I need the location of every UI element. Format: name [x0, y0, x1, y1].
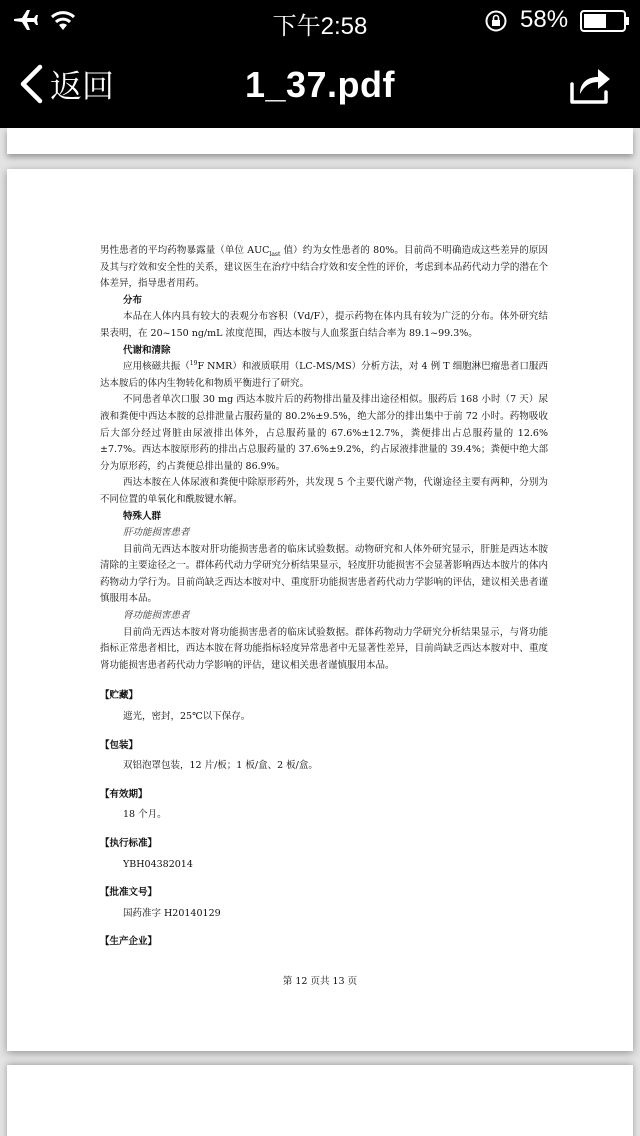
- paragraph: 西达本胺在人体尿液和粪便中除原形药外，共发现 5 个主要代谢产物，代谢途径主要有两种，分别为不同位置的单氧化和酰胺键水解。: [100, 477, 548, 505]
- document-title: 1_37.pdf: [244, 64, 396, 105]
- package-value: 双铝泡罩包装，12 片/板；1 板/盒、2 板/盒。: [123, 760, 318, 772]
- standard-value: YBH04382014: [123, 858, 193, 870]
- section-heading-special: 特殊人群: [123, 510, 162, 522]
- standard-heading: 【执行标准】: [100, 838, 158, 849]
- validity-value: 18 个月。: [123, 809, 167, 821]
- approval-heading: 【批准文号】: [100, 887, 158, 899]
- paragraph: 男性患者的平均药物暴露量（单位 $AUC_{last}$ 值）约为女性患者的 80%。目前尚不明确造成这些差异的原因及其与疗效和安全性的关系，建议医生在治疗中结合疗效和安全性的评价，考虑到本品药代动力学的潜在个体差异，指导患者用药。: [100, 245, 549, 290]
- rotation-lock-icon: [484, 9, 508, 33]
- storage-heading: 【贮藏】: [100, 690, 139, 702]
- approval-value: 国药准字 H20140129: [123, 907, 221, 919]
- status-time: 下午2:58: [272, 13, 368, 40]
- page-content: [100, 243, 548, 951]
- paragraph: 目前尚无西达本胺对肾功能损害患者的临床试验数据。群体药物动力学研究分析结果显示，与肾功能指标正常患者相比，西达本胺在肾功能指标轻度异常患者中无显著性差异，目前尚缺乏西达本胺对中、重度肾功能损害患者药代动力学影响的评估，建议相关患者谨慎服用本品。: [100, 626, 548, 671]
- paragraph: 不同患者单次口服 30 mg 西达本胺片后的药物排出量及排出途径相似。服药后 168 小时（7 天）尿液和粪便中西达本胺的总排泄量占服药量的 80.2%±9.5%，绝大部分的排出集中于前 72 小时。药物吸收后大部分经过肾脏由尿液排出体外，占总服药量的 67.6%±12.7%，粪便排出占总服药量的 12.6%±7.7%。西达本胺原形药的排出占总服药量的 37.6%±9.2%，约占尿液排泄量的 39.4%；粪便中绝大部分为原形药，约占粪便总排出量的 86.9%。: [100, 394, 548, 472]
- pdf-page[interactable]: [7, 169, 633, 1051]
- paragraph: 本品在人体内具有较大的表观分布容积（Vd/F），提示药物在体内具有较为广泛的分布。体外研究结果表明，在 20~150 ng/mL 浓度范围，西达本胺与人血浆蛋白结合率为 89.1~99.3%。: [100, 311, 548, 339]
- storage-value: 遮光，密封，25℃以下保存。: [123, 711, 251, 723]
- subheading-liver: 肝功能损害患者: [123, 527, 190, 539]
- manufacturer-heading: 【生产企业】: [100, 936, 158, 948]
- package-heading: 【包装】: [100, 739, 139, 751]
- paragraph: 应用核磁共振（$^{19}$F NMR）和液质联用（LC-MS/MS）分析方法，对 4 例 T 细胞淋巴瘤患者口服西达本胺后的体内生物转化和物质平衡进行了研究。: [100, 360, 548, 389]
- subheading-kidney: 肾功能损害患者: [123, 610, 190, 622]
- paragraph: 目前尚无西达本胺对肝功能损害患者的临床试验数据。动物研究和人体外研究显示，肝脏是西达本胺清除的主要途径之一。群体药代动力学研究分析结果显示，轻度肝功能损害不会显著影响西达本胺片的体内药物动力学行为。目前尚缺乏西达本胺对中、重度肝功能损害患者药代动力学影响的评估，建议相关患者谨慎服用本品。: [100, 543, 548, 605]
- share-icon[interactable]: [568, 64, 612, 106]
- battery-icon: [580, 10, 630, 32]
- status-bar: [0, 0, 640, 40]
- next-page[interactable]: [7, 1065, 633, 1136]
- section-heading-metabolism: 代谢和清除: [123, 344, 171, 356]
- back-label: 返回: [50, 67, 115, 105]
- validity-heading: 【有效期】: [100, 788, 148, 800]
- previous-page[interactable]: [7, 128, 633, 154]
- section-heading-distribution: 分布: [123, 294, 143, 306]
- battery-percent: 58%: [520, 6, 569, 33]
- navigation-bar: [0, 40, 640, 128]
- page-footer: 第 12 页共 13 页: [282, 976, 358, 987]
